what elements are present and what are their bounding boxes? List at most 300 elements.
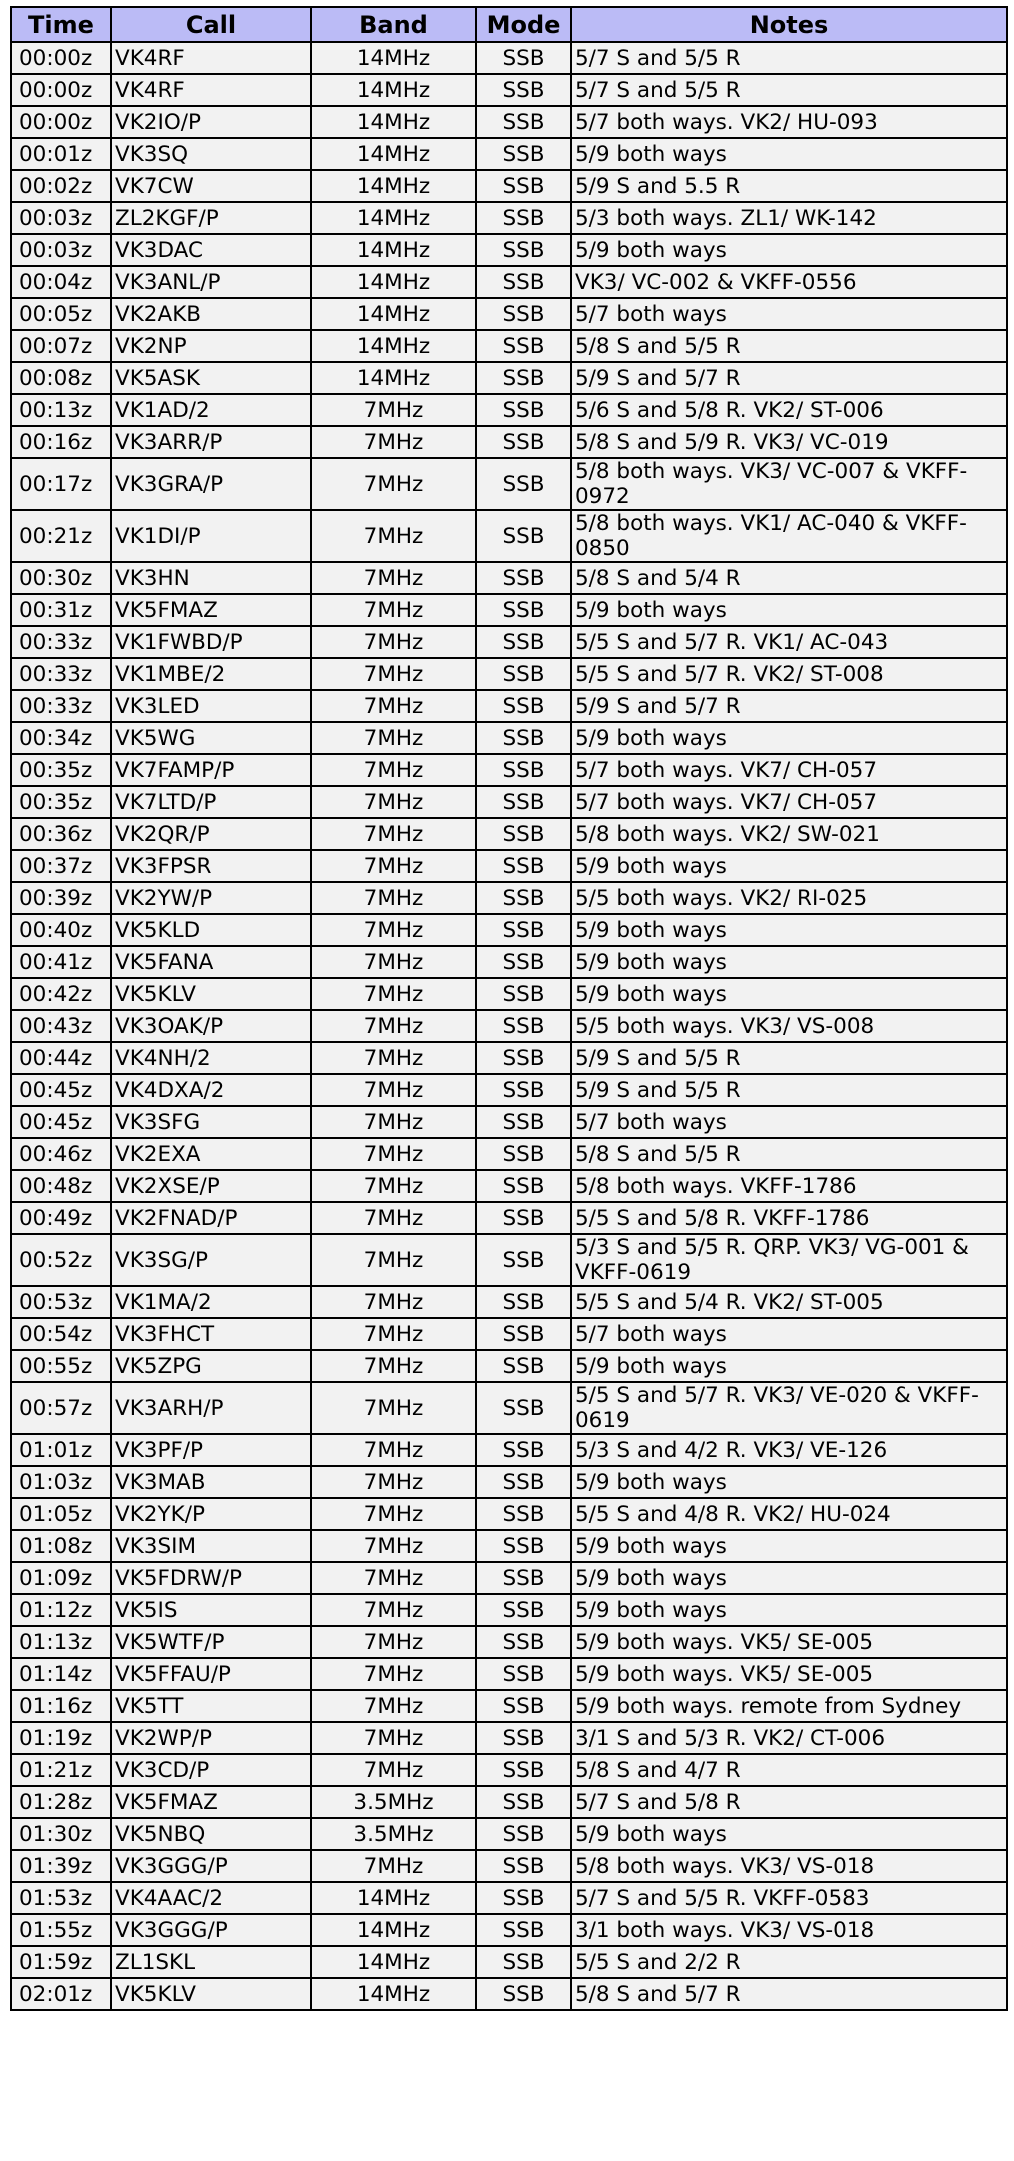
call-cell: VK5KLV — [111, 978, 311, 1010]
notes-cell: 5/8 S and 5/4 R — [571, 562, 1007, 594]
band-cell: 7MHz — [311, 510, 476, 562]
band-cell: 14MHz — [311, 234, 476, 266]
call-cell: VK5FMAZ — [111, 1786, 311, 1818]
call-cell: VK2IO/P — [111, 106, 311, 138]
notes-cell: VK3/ VC-002 & VKFF-0556 — [571, 266, 1007, 298]
table-row — [11, 850, 1007, 882]
table-row — [11, 1722, 1007, 1754]
table-row — [11, 1350, 1007, 1382]
notes-cell: 5/9 both ways — [571, 234, 1007, 266]
table-row — [11, 1786, 1007, 1818]
band-cell: 7MHz — [311, 882, 476, 914]
band-cell: 3.5MHz — [311, 1818, 476, 1850]
table-row — [11, 1286, 1007, 1318]
time-cell: 00:45z — [11, 1106, 111, 1138]
mode-cell: SSB — [476, 1106, 571, 1138]
mode-cell: SSB — [476, 946, 571, 978]
table-row — [11, 42, 1007, 74]
band-cell: 7MHz — [311, 1466, 476, 1498]
time-cell: 00:04z — [11, 266, 111, 298]
table-row — [11, 786, 1007, 818]
table-row — [11, 722, 1007, 754]
band-cell: 7MHz — [311, 1722, 476, 1754]
call-cell: VK1FWBD/P — [111, 626, 311, 658]
notes-cell: 5/9 both ways. remote from Sydney — [571, 1690, 1007, 1722]
time-cell: 01:08z — [11, 1530, 111, 1562]
band-cell: 7MHz — [311, 1594, 476, 1626]
mode-cell: SSB — [476, 298, 571, 330]
band-cell: 7MHz — [311, 1138, 476, 1170]
band-cell: 14MHz — [311, 1978, 476, 2010]
table-row — [11, 1914, 1007, 1946]
band-cell: 7MHz — [311, 1106, 476, 1138]
mode-cell: SSB — [476, 1234, 571, 1286]
time-cell: 00:16z — [11, 426, 111, 458]
table-row — [11, 1530, 1007, 1562]
band-cell: 7MHz — [311, 1850, 476, 1882]
time-cell: 00:35z — [11, 786, 111, 818]
table-row — [11, 882, 1007, 914]
time-cell: 00:45z — [11, 1074, 111, 1106]
mode-cell: SSB — [476, 74, 571, 106]
call-cell: ZL1SKL — [111, 1946, 311, 1978]
table-row — [11, 458, 1007, 510]
mode-cell: SSB — [476, 1978, 571, 2010]
table-row — [11, 1382, 1007, 1434]
mode-cell: SSB — [476, 1658, 571, 1690]
call-cell: VK3FHCT — [111, 1318, 311, 1350]
table-row — [11, 1818, 1007, 1850]
time-cell: 00:21z — [11, 510, 111, 562]
notes-cell: 5/5 S and 5/7 R. VK2/ ST-008 — [571, 658, 1007, 690]
call-cell: VK1MBE/2 — [111, 658, 311, 690]
notes-cell: 5/9 both ways — [571, 722, 1007, 754]
call-cell: VK7LTD/P — [111, 786, 311, 818]
mode-cell: SSB — [476, 42, 571, 74]
time-cell: 00:03z — [11, 202, 111, 234]
table-row — [11, 1202, 1007, 1234]
notes-cell: 5/9 both ways — [571, 914, 1007, 946]
mode-cell: SSB — [476, 754, 571, 786]
table-row — [11, 946, 1007, 978]
mode-cell: SSB — [476, 1626, 571, 1658]
time-cell: 01:55z — [11, 1914, 111, 1946]
table-row — [11, 1498, 1007, 1530]
notes-cell: 5/8 both ways. VKFF-1786 — [571, 1170, 1007, 1202]
notes-cell: 5/5 S and 4/8 R. VK2/ HU-024 — [571, 1498, 1007, 1530]
notes-cell: 5/8 S and 5/5 R — [571, 1138, 1007, 1170]
table-row — [11, 594, 1007, 626]
table-row — [11, 74, 1007, 106]
table-row — [11, 562, 1007, 594]
call-cell: VK3SQ — [111, 138, 311, 170]
notes-cell: 5/7 both ways. VK7/ CH-057 — [571, 754, 1007, 786]
band-cell: 14MHz — [311, 266, 476, 298]
notes-cell: 5/8 S and 5/9 R. VK3/ VC-019 — [571, 426, 1007, 458]
band-cell: 7MHz — [311, 562, 476, 594]
notes-cell: 5/8 both ways. VK2/ SW-021 — [571, 818, 1007, 850]
notes-cell: 5/3 S and 4/2 R. VK3/ VE-126 — [571, 1434, 1007, 1466]
band-cell: 7MHz — [311, 1434, 476, 1466]
call-cell: VK3MAB — [111, 1466, 311, 1498]
mode-cell: SSB — [476, 1382, 571, 1434]
call-cell: VK5NBQ — [111, 1818, 311, 1850]
call-cell: VK1DI/P — [111, 510, 311, 562]
band-cell: 7MHz — [311, 1530, 476, 1562]
notes-cell: 5/9 both ways — [571, 1562, 1007, 1594]
band-cell: 7MHz — [311, 722, 476, 754]
call-cell: VK5WG — [111, 722, 311, 754]
notes-cell: 5/8 S and 4/7 R — [571, 1754, 1007, 1786]
table-body — [11, 42, 1007, 2010]
time-cell: 00:33z — [11, 690, 111, 722]
time-cell: 01:59z — [11, 1946, 111, 1978]
band-cell: 7MHz — [311, 1690, 476, 1722]
band-cell: 7MHz — [311, 1010, 476, 1042]
call-cell: VK7CW — [111, 170, 311, 202]
table-row — [11, 1466, 1007, 1498]
time-cell: 00:31z — [11, 594, 111, 626]
notes-cell: 5/3 both ways. ZL1/ WK-142 — [571, 202, 1007, 234]
call-cell: VK2NP — [111, 330, 311, 362]
time-cell: 00:07z — [11, 330, 111, 362]
table-row — [11, 1850, 1007, 1882]
table-row — [11, 1170, 1007, 1202]
notes-cell: 3/1 S and 5/3 R. VK2/ CT-006 — [571, 1722, 1007, 1754]
mode-cell: SSB — [476, 1010, 571, 1042]
call-cell: VK3FPSR — [111, 850, 311, 882]
notes-cell: 5/9 both ways — [571, 946, 1007, 978]
time-cell: 01:28z — [11, 1786, 111, 1818]
mode-cell: SSB — [476, 426, 571, 458]
mode-cell: SSB — [476, 1074, 571, 1106]
call-cell: VK3GGG/P — [111, 1850, 311, 1882]
mode-cell: SSB — [476, 1690, 571, 1722]
mode-cell: SSB — [476, 106, 571, 138]
table-row — [11, 1562, 1007, 1594]
mode-cell: SSB — [476, 850, 571, 882]
time-cell: 00:57z — [11, 1382, 111, 1434]
time-cell: 01:39z — [11, 1850, 111, 1882]
time-cell: 01:53z — [11, 1882, 111, 1914]
table-row — [11, 1754, 1007, 1786]
mode-cell: SSB — [476, 330, 571, 362]
notes-cell: 5/9 both ways — [571, 1350, 1007, 1382]
table-row — [11, 1074, 1007, 1106]
mode-cell: SSB — [476, 1818, 571, 1850]
call-cell: VK5TT — [111, 1690, 311, 1722]
notes-cell: 5/9 both ways — [571, 1818, 1007, 1850]
notes-cell: 5/7 both ways — [571, 1106, 1007, 1138]
call-cell: VK3ARR/P — [111, 426, 311, 458]
time-cell: 00:39z — [11, 882, 111, 914]
table-row — [11, 1010, 1007, 1042]
mode-cell: SSB — [476, 1466, 571, 1498]
time-cell: 00:49z — [11, 1202, 111, 1234]
table-row — [11, 1234, 1007, 1286]
call-cell: VK1MA/2 — [111, 1286, 311, 1318]
table-row — [11, 818, 1007, 850]
mode-cell: SSB — [476, 1498, 571, 1530]
mode-cell: SSB — [476, 1434, 571, 1466]
call-cell: VK3SFG — [111, 1106, 311, 1138]
mode-cell: SSB — [476, 266, 571, 298]
band-cell: 7MHz — [311, 1350, 476, 1382]
time-cell: 01:21z — [11, 1754, 111, 1786]
time-cell: 00:01z — [11, 138, 111, 170]
time-cell: 00:00z — [11, 74, 111, 106]
table-row — [11, 170, 1007, 202]
table-row — [11, 1658, 1007, 1690]
notes-cell: 5/8 S and 5/5 R — [571, 330, 1007, 362]
notes-cell: 5/7 both ways — [571, 298, 1007, 330]
time-cell: 00:44z — [11, 1042, 111, 1074]
notes-cell: 5/7 both ways. VK2/ HU-093 — [571, 106, 1007, 138]
time-cell: 00:46z — [11, 1138, 111, 1170]
band-cell: 7MHz — [311, 1202, 476, 1234]
notes-cell: 5/8 S and 5/7 R — [571, 1978, 1007, 2010]
time-cell: 00:03z — [11, 234, 111, 266]
band-cell: 14MHz — [311, 42, 476, 74]
table-row — [11, 1106, 1007, 1138]
notes-cell: 5/7 both ways. VK7/ CH-057 — [571, 786, 1007, 818]
band-cell: 7MHz — [311, 946, 476, 978]
notes-cell: 5/5 S and 5/4 R. VK2/ ST-005 — [571, 1286, 1007, 1318]
time-cell: 00:00z — [11, 106, 111, 138]
table-row — [11, 330, 1007, 362]
time-cell: 02:01z — [11, 1978, 111, 2010]
band-cell: 7MHz — [311, 1318, 476, 1350]
table-row — [11, 106, 1007, 138]
call-cell: VK4DXA/2 — [111, 1074, 311, 1106]
time-cell: 00:08z — [11, 362, 111, 394]
column-header-call: Call — [111, 7, 311, 42]
notes-cell: 5/7 S and 5/8 R — [571, 1786, 1007, 1818]
table-row — [11, 266, 1007, 298]
call-cell: VK3HN — [111, 562, 311, 594]
band-cell: 14MHz — [311, 170, 476, 202]
table-row — [11, 978, 1007, 1010]
table-row — [11, 298, 1007, 330]
notes-cell: 5/9 both ways. VK5/ SE-005 — [571, 1626, 1007, 1658]
call-cell: VK2EXA — [111, 1138, 311, 1170]
band-cell: 7MHz — [311, 1382, 476, 1434]
notes-cell: 5/5 S and 5/7 R. VK1/ AC-043 — [571, 626, 1007, 658]
band-cell: 7MHz — [311, 978, 476, 1010]
time-cell: 00:41z — [11, 946, 111, 978]
mode-cell: SSB — [476, 170, 571, 202]
mode-cell: SSB — [476, 1914, 571, 1946]
table-row — [11, 1042, 1007, 1074]
mode-cell: SSB — [476, 510, 571, 562]
time-cell: 01:19z — [11, 1722, 111, 1754]
time-cell: 00:00z — [11, 42, 111, 74]
time-cell: 01:16z — [11, 1690, 111, 1722]
notes-cell: 5/9 S and 5/5 R — [571, 1074, 1007, 1106]
notes-cell: 5/9 both ways — [571, 1594, 1007, 1626]
notes-cell: 5/7 S and 5/5 R — [571, 74, 1007, 106]
call-cell: VK2YW/P — [111, 882, 311, 914]
band-cell: 7MHz — [311, 1234, 476, 1286]
time-cell: 01:03z — [11, 1466, 111, 1498]
call-cell: VK5FFAU/P — [111, 1658, 311, 1690]
notes-cell: 5/9 S and 5.5 R — [571, 170, 1007, 202]
call-cell: VK3SIM — [111, 1530, 311, 1562]
mode-cell: SSB — [476, 818, 571, 850]
band-cell: 7MHz — [311, 914, 476, 946]
notes-cell: 5/9 both ways. VK5/ SE-005 — [571, 1658, 1007, 1690]
band-cell: 7MHz — [311, 1170, 476, 1202]
time-cell: 00:55z — [11, 1350, 111, 1382]
band-cell: 7MHz — [311, 1042, 476, 1074]
call-cell: VK3GGG/P — [111, 1914, 311, 1946]
notes-cell: 5/3 S and 5/5 R. QRP. VK3/ VG-001 & VKFF-0619 — [571, 1234, 1007, 1286]
time-cell: 00:33z — [11, 626, 111, 658]
notes-cell: 5/9 both ways — [571, 978, 1007, 1010]
band-cell: 7MHz — [311, 1754, 476, 1786]
notes-cell: 5/8 both ways. VK3/ VS-018 — [571, 1850, 1007, 1882]
call-cell: VK2QR/P — [111, 818, 311, 850]
call-cell: VK2AKB — [111, 298, 311, 330]
time-cell: 01:14z — [11, 1658, 111, 1690]
band-cell: 14MHz — [311, 1882, 476, 1914]
call-cell: VK3CD/P — [111, 1754, 311, 1786]
time-cell: 00:43z — [11, 1010, 111, 1042]
notes-cell: 5/5 S and 2/2 R — [571, 1946, 1007, 1978]
notes-cell: 5/8 both ways. VK3/ VC-007 & VKFF-0972 — [571, 458, 1007, 510]
band-cell: 14MHz — [311, 74, 476, 106]
mode-cell: SSB — [476, 1562, 571, 1594]
call-cell: VK2YK/P — [111, 1498, 311, 1530]
band-cell: 7MHz — [311, 1626, 476, 1658]
band-cell: 7MHz — [311, 690, 476, 722]
band-cell: 7MHz — [311, 818, 476, 850]
band-cell: 7MHz — [311, 426, 476, 458]
time-cell: 00:37z — [11, 850, 111, 882]
mode-cell: SSB — [476, 722, 571, 754]
call-cell: VK5KLV — [111, 1978, 311, 2010]
column-header-notes: Notes — [571, 7, 1007, 42]
time-cell: 01:13z — [11, 1626, 111, 1658]
time-cell: 00:54z — [11, 1318, 111, 1350]
mode-cell: SSB — [476, 458, 571, 510]
mode-cell: SSB — [476, 234, 571, 266]
notes-cell: 5/5 both ways. VK3/ VS-008 — [571, 1010, 1007, 1042]
mode-cell: SSB — [476, 362, 571, 394]
call-cell: VK3PF/P — [111, 1434, 311, 1466]
call-cell: VK5FANA — [111, 946, 311, 978]
mode-cell: SSB — [476, 394, 571, 426]
time-cell: 00:34z — [11, 722, 111, 754]
table-row — [11, 202, 1007, 234]
mode-cell: SSB — [476, 882, 571, 914]
mode-cell: SSB — [476, 690, 571, 722]
table-row — [11, 138, 1007, 170]
call-cell: VK2FNAD/P — [111, 1202, 311, 1234]
time-cell: 01:12z — [11, 1594, 111, 1626]
time-cell: 00:05z — [11, 298, 111, 330]
call-cell: VK7FAMP/P — [111, 754, 311, 786]
time-cell: 00:42z — [11, 978, 111, 1010]
call-cell: VK1AD/2 — [111, 394, 311, 426]
call-cell: VK4NH/2 — [111, 1042, 311, 1074]
call-cell: ZL2KGF/P — [111, 202, 311, 234]
notes-cell: 5/9 both ways — [571, 594, 1007, 626]
call-cell: VK2WP/P — [111, 1722, 311, 1754]
notes-cell: 5/9 S and 5/7 R — [571, 690, 1007, 722]
call-cell: VK3DAC — [111, 234, 311, 266]
time-cell: 00:17z — [11, 458, 111, 510]
time-cell: 00:52z — [11, 1234, 111, 1286]
mode-cell: SSB — [476, 1722, 571, 1754]
call-cell: VK3SG/P — [111, 1234, 311, 1286]
band-cell: 7MHz — [311, 786, 476, 818]
mode-cell: SSB — [476, 1882, 571, 1914]
mode-cell: SSB — [476, 914, 571, 946]
table-row — [11, 1978, 1007, 2010]
call-cell: VK5KLD — [111, 914, 311, 946]
time-cell: 00:36z — [11, 818, 111, 850]
band-cell: 7MHz — [311, 1498, 476, 1530]
band-cell: 7MHz — [311, 658, 476, 690]
band-cell: 7MHz — [311, 458, 476, 510]
call-cell: VK5IS — [111, 1594, 311, 1626]
mode-cell: SSB — [476, 562, 571, 594]
mode-cell: SSB — [476, 138, 571, 170]
notes-cell: 5/9 S and 5/5 R — [571, 1042, 1007, 1074]
notes-cell: 5/9 both ways — [571, 138, 1007, 170]
time-cell: 01:09z — [11, 1562, 111, 1594]
table-header — [11, 7, 1007, 42]
notes-cell: 5/8 both ways. VK1/ AC-040 & VKFF-0850 — [571, 510, 1007, 562]
notes-cell: 5/5 S and 5/8 R. VKFF-1786 — [571, 1202, 1007, 1234]
table-row — [11, 234, 1007, 266]
table-row — [11, 510, 1007, 562]
time-cell: 00:13z — [11, 394, 111, 426]
call-cell: VK3OAK/P — [111, 1010, 311, 1042]
band-cell: 7MHz — [311, 754, 476, 786]
band-cell: 14MHz — [311, 1946, 476, 1978]
mode-cell: SSB — [476, 1318, 571, 1350]
mode-cell: SSB — [476, 658, 571, 690]
mode-cell: SSB — [476, 1042, 571, 1074]
column-header-mode: Mode — [476, 7, 571, 42]
time-cell: 00:30z — [11, 562, 111, 594]
call-cell: VK5ASK — [111, 362, 311, 394]
notes-cell: 5/9 both ways — [571, 1466, 1007, 1498]
table-row — [11, 1318, 1007, 1350]
call-cell: VK5FMAZ — [111, 594, 311, 626]
table-row — [11, 1882, 1007, 1914]
band-cell: 7MHz — [311, 850, 476, 882]
time-cell: 00:02z — [11, 170, 111, 202]
time-cell: 01:30z — [11, 1818, 111, 1850]
table-row — [11, 1434, 1007, 1466]
call-cell: VK3LED — [111, 690, 311, 722]
time-cell: 00:48z — [11, 1170, 111, 1202]
band-cell: 7MHz — [311, 394, 476, 426]
notes-cell: 5/7 S and 5/5 R — [571, 42, 1007, 74]
mode-cell: SSB — [476, 1138, 571, 1170]
mode-cell: SSB — [476, 786, 571, 818]
band-cell: 14MHz — [311, 362, 476, 394]
notes-cell: 5/9 S and 5/7 R — [571, 362, 1007, 394]
mode-cell: SSB — [476, 1946, 571, 1978]
mode-cell: SSB — [476, 1350, 571, 1382]
mode-cell: SSB — [476, 626, 571, 658]
column-header-band: Band — [311, 7, 476, 42]
mode-cell: SSB — [476, 202, 571, 234]
